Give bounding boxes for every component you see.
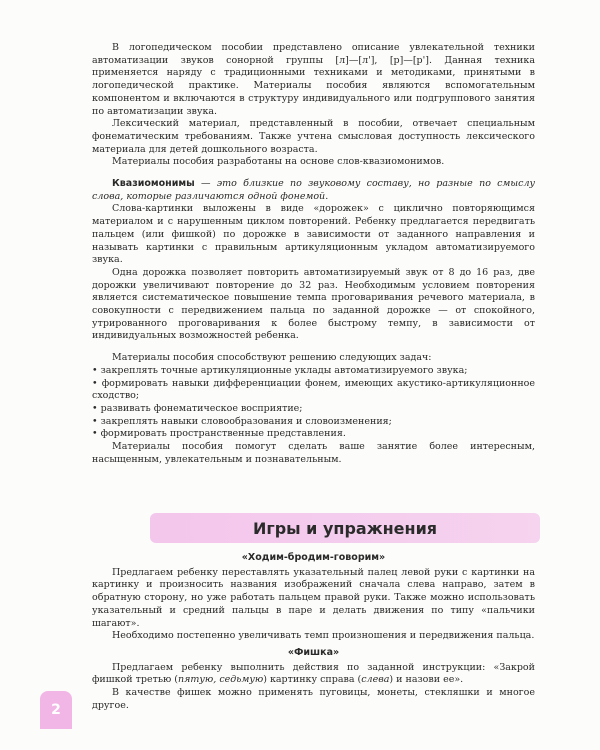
section-banner: [150, 513, 540, 543]
tasks-intro: Материалы пособия способствуют решению следующих задач:: [112, 352, 432, 364]
task-item: • закреплять точные артикуляционные уклады автоматизируемого звука;: [92, 364, 468, 376]
game2-italic-1: пятую, седьмую: [178, 674, 264, 686]
definition-term: Квазиомонимы: [112, 178, 195, 190]
definition-paragraph: [92, 178, 535, 203]
task-item: • формировать пространственные представления.: [92, 428, 346, 440]
tasks-closing: Материалы пособия помогут сделать ваше занятие более интересным, насыщенным, увлекательным и познавательным.: [92, 441, 535, 465]
intro-paragraph-3: Материалы пособия разработаны на основе слов-квазиомонимов.: [112, 156, 445, 168]
definition-end: .: [325, 190, 329, 202]
game-title-1: «Ходим-бродим-говорим»: [241, 552, 386, 563]
body-paragraph-1: Слова-картинки выложены в виде «дорожек» с циклично повторяющимся материалом и с нарушенным циклом повторений. Ребенку предлагается передвигать пальцем (или фишкой) по дорожке в зависимости от заданного направления и называть картинки с правильным артикуляционным укладом автоматизируемого звука.: [92, 203, 535, 266]
game2-paragraph-2: В качестве фишек можно применять пуговицы, монеты, стекляшки и многое другое.: [92, 687, 535, 711]
game1-paragraph-2: Необходимо постепенно увеличивать темп произношения и передвижения пальца.: [112, 630, 535, 642]
game-title-2: «Фишка»: [287, 646, 340, 658]
intro-paragraph-1: В логопедическом пособии представлено описание увлекательной техники автоматизации звуков сонорной группы [л]—[л'], [р]—[р']. Данная техника применяется наряду с традиционными техниками и методиками, принятыми в логопедической практике. Материалы пособия являются вспомогательным компонентом и включаются в структуру индивидуального или подгруппового занятия по автоматизации звука.: [92, 42, 535, 117]
intro-paragraph-2: Лексический материал, представленный в пособии, отвечает специальным фонематическим требованиям. Также учтена смысловая доступность лексического материала для детей дошкольного возраста.: [92, 118, 535, 155]
section-title: Игры и упражнения: [252, 518, 438, 538]
main-text: [92, 42, 535, 467]
page-number: 2: [51, 702, 61, 718]
task-item: • развивать фонематическое восприятие;: [92, 402, 303, 414]
games-section: [92, 552, 535, 712]
game2-text-c: ) и назови ее».: [389, 674, 464, 686]
task-item: • формировать навыки дифференциации фонем, имеющих акустико-артикуляционное сходство;: [92, 377, 535, 402]
game2-italic-2: слева: [361, 674, 390, 686]
game2-text-b: ) картинку справа (: [263, 674, 362, 686]
body-paragraph-2: Одна дорожка позволяет повторить автоматизируемый звук от 8 до 16 раз, две дорожки увеличивают повторение до 32 раз. Необходимым условием повторения является систематическое повышение темпа проговаривания речевого материала, в совокупности с передвижением пальца по заданной дорожке — от спокойного, утрированного проговаривания к более быстрому темпу, в зависимости от индивидуальных возможностей ребенка.: [92, 266, 535, 342]
task-item: • закреплять навыки словообразования и словоизменения;: [92, 415, 392, 427]
definition-text: это близкие по звуковому составу, но разные по смыслу слова, которые различаются одной фонемой: [92, 178, 535, 202]
page-number-tab: [40, 691, 72, 729]
definition-dash: —: [194, 178, 217, 190]
game2-text-a: Предлагаем ребенку выполнить действия по заданной инструкции: «Закрой фишкой третью (: [92, 661, 535, 686]
game2-paragraph-1: [92, 662, 535, 687]
game1-paragraph-1: Предлагаем ребенку переставлять указательный палец левой руки с картинки на картинку и произносить названия изображений сначала слева направо, затем в обратную сторону, но уже работать пальцем правой руки. Также можно использовать указательный и средний пальцы в паре и делать движения по типу «пальчики шагают».: [92, 566, 535, 629]
